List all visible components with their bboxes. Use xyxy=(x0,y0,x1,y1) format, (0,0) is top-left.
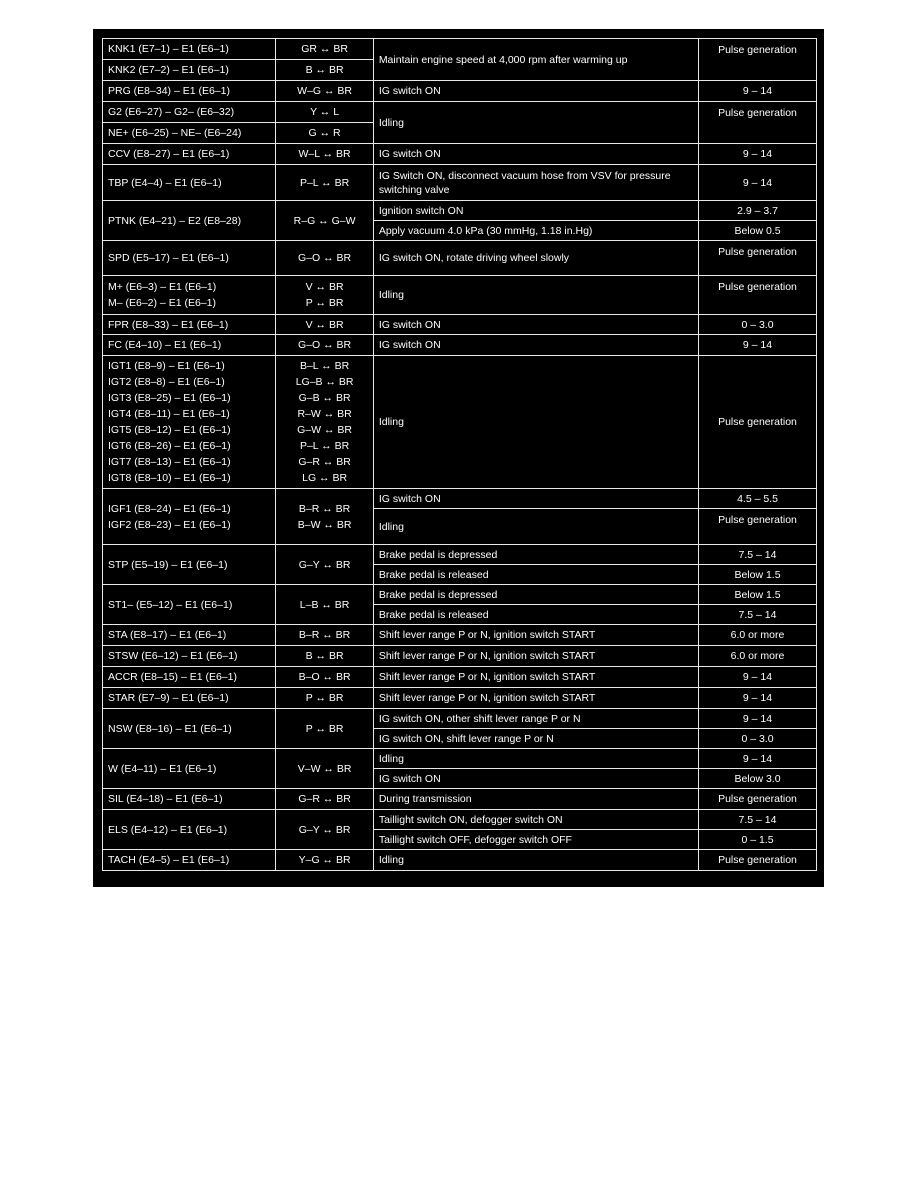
terminal-line: M+ (E6–3) – E1 (E6–1) xyxy=(108,281,217,293)
terminal-cell: FC (E4–10) – E1 (E6–1) xyxy=(103,335,276,356)
terminal-line: IGT6 (E8–26) – E1 (E6–1) xyxy=(108,440,231,452)
terminal-cell: NSW (E8–16) – E1 (E6–1) xyxy=(103,709,276,749)
table-row xyxy=(103,810,817,830)
specified-value-cell: 9 – 14 xyxy=(699,749,817,769)
terminal-cell: TBP (E4–4) – E1 (E6–1) xyxy=(103,165,276,201)
terminal-cell xyxy=(103,356,276,489)
specified-value-cell: 9 – 14 xyxy=(699,335,817,356)
terminal-line: IGT5 (E8–12) – E1 (E6–1) xyxy=(108,424,231,436)
specified-value-cell: 9 – 14 xyxy=(699,667,817,688)
table-row xyxy=(103,165,817,201)
wiring-line: R–W ↔ BR xyxy=(297,408,352,420)
condition-cell: Idling xyxy=(373,749,698,769)
terminal-cell: STSW (E6–12) – E1 (E6–1) xyxy=(103,646,276,667)
table-row xyxy=(103,241,817,276)
condition-cell: IG switch ON xyxy=(373,489,698,509)
wiring-cell: B ↔ BR xyxy=(276,60,373,81)
table-row xyxy=(103,789,817,810)
condition-cell: IG switch ON xyxy=(373,315,698,335)
table-row xyxy=(103,709,817,729)
wiring-cell: G ↔ R xyxy=(276,123,373,144)
wiring-cell: G–Y ↔ BR xyxy=(276,545,373,585)
wiring-cell: Y–G ↔ BR xyxy=(276,850,373,871)
condition-cell: Brake pedal is depressed xyxy=(373,585,698,605)
wiring-line: LG–B ↔ BR xyxy=(295,376,354,388)
terminal-line: IGT3 (E8–25) – E1 (E6–1) xyxy=(108,392,231,404)
terminal-cell: NE+ (E6–25) – NE– (E6–24) xyxy=(103,123,276,144)
wiring-cell: P ↔ BR xyxy=(276,709,373,749)
terminal-line: IGT7 (E8–13) – E1 (E6–1) xyxy=(108,456,231,468)
terminal-line: IGT4 (E8–11) – E1 (E6–1) xyxy=(108,408,230,420)
condition-cell: Brake pedal is depressed xyxy=(373,545,698,565)
condition-cell: IG Switch ON, disconnect vacuum hose from VSV for pressure switching valve xyxy=(373,165,698,201)
terminal-line: IGF2 (E8–23) – E1 (E6–1) xyxy=(108,518,231,531)
terminal-cell: W (E4–11) – E1 (E6–1) xyxy=(103,749,276,789)
wiring-line: B–W ↔ BR xyxy=(297,518,352,531)
terminal-cell: G2 (E6–27) – G2– (E6–32) xyxy=(103,102,276,123)
wiring-cell xyxy=(276,489,373,545)
specified-value-cell: Pulse generation xyxy=(699,509,817,545)
wiring-cell: R–G ↔ G–W xyxy=(276,201,373,241)
wiring-cell xyxy=(276,276,373,315)
condition-cell: IG switch ON, shift lever range P or N xyxy=(373,729,698,749)
condition-cell: Shift lever range P or N, ignition switch START xyxy=(373,688,698,709)
wiring-cell: G–O ↔ BR xyxy=(276,335,373,356)
table-row xyxy=(103,276,817,315)
condition-cell: Ignition switch ON xyxy=(373,201,698,221)
wiring-line: G–R ↔ BR xyxy=(298,456,351,468)
wiring-line: LG ↔ BR xyxy=(302,472,348,484)
terminal-voltage-sheet xyxy=(93,29,824,887)
specified-value-cell: Pulse generation xyxy=(699,276,817,315)
table-row xyxy=(103,545,817,565)
wiring-cell: W–G ↔ BR xyxy=(276,81,373,102)
terminal-cell: KNK2 (E7–2) – E1 (E6–1) xyxy=(103,60,276,81)
condition-cell: Taillight switch ON, defogger switch ON xyxy=(373,810,698,830)
specified-value-cell: 7.5 – 14 xyxy=(699,605,817,625)
wiring-cell: W–L ↔ BR xyxy=(276,144,373,165)
terminal-cell: TACH (E4–5) – E1 (E6–1) xyxy=(103,850,276,871)
terminal-cell: SIL (E4–18) – E1 (E6–1) xyxy=(103,789,276,810)
terminal-cell xyxy=(103,276,276,315)
table-body xyxy=(103,39,817,871)
condition-cell: Idling xyxy=(373,102,698,144)
specified-value-cell: Pulse generation xyxy=(699,850,817,871)
terminal-cell: CCV (E8–27) – E1 (E6–1) xyxy=(103,144,276,165)
wiring-cell: P ↔ BR xyxy=(276,688,373,709)
condition-cell: IG switch ON xyxy=(373,144,698,165)
table-row xyxy=(103,335,817,356)
specified-value-cell: Below 0.5 xyxy=(699,221,817,241)
condition-cell: Apply vacuum 4.0 kPa (30 mmHg, 1.18 in.Hg) xyxy=(373,221,698,241)
wiring-cell: L–B ↔ BR xyxy=(276,585,373,625)
specified-value-cell: 0 – 3.0 xyxy=(699,729,817,749)
specified-value-cell: Pulse generation xyxy=(699,356,817,489)
specified-value-cell: Below 1.5 xyxy=(699,585,817,605)
wiring-line: P ↔ BR xyxy=(305,297,344,309)
terminal-cell: ELS (E4–12) – E1 (E6–1) xyxy=(103,810,276,850)
wiring-cell: V–W ↔ BR xyxy=(276,749,373,789)
wiring-line: G–B ↔ BR xyxy=(298,392,351,404)
terminal-line: IGF1 (E8–24) – E1 (E6–1) xyxy=(108,502,231,515)
terminal-line: M– (E6–2) – E1 (E6–1) xyxy=(108,297,216,309)
wiring-cell: B–O ↔ BR xyxy=(276,667,373,688)
table-row xyxy=(103,39,817,60)
table-row xyxy=(103,201,817,221)
wiring-cell: P–L ↔ BR xyxy=(276,165,373,201)
terminal-cell: STP (E5–19) – E1 (E6–1) xyxy=(103,545,276,585)
specified-value-cell: Below 3.0 xyxy=(699,769,817,789)
wiring-cell: B ↔ BR xyxy=(276,646,373,667)
wiring-cell xyxy=(276,356,373,489)
specified-value-cell: 9 – 14 xyxy=(699,688,817,709)
terminal-cell xyxy=(103,489,276,545)
condition-cell: Maintain engine speed at 4,000 rpm after warming up xyxy=(373,39,698,81)
wiring-cell: GR ↔ BR xyxy=(276,39,373,60)
specified-value-cell: Pulse generation xyxy=(699,39,817,81)
wiring-line: B–R ↔ BR xyxy=(298,502,351,515)
table-row xyxy=(103,144,817,165)
condition-cell: IG switch ON xyxy=(373,81,698,102)
condition-cell: Idling xyxy=(373,850,698,871)
terminal-cell: PRG (E8–34) – E1 (E6–1) xyxy=(103,81,276,102)
specified-value-cell: 9 – 14 xyxy=(699,165,817,201)
wiring-cell: G–R ↔ BR xyxy=(276,789,373,810)
wiring-line: V ↔ BR xyxy=(305,281,344,293)
specified-value-cell: 7.5 – 14 xyxy=(699,810,817,830)
specified-value-cell: 7.5 – 14 xyxy=(699,545,817,565)
specified-value-cell: Below 1.5 xyxy=(699,565,817,585)
specified-value-cell: Pulse generation xyxy=(699,102,817,144)
condition-cell: IG switch ON xyxy=(373,769,698,789)
terminal-line: IGT1 (E8–9) – E1 (E6–1) xyxy=(108,360,225,372)
table-row xyxy=(103,646,817,667)
table-row xyxy=(103,749,817,769)
table-row xyxy=(103,625,817,646)
specified-value-cell: 9 – 14 xyxy=(699,81,817,102)
terminal-cell: KNK1 (E7–1) – E1 (E6–1) xyxy=(103,39,276,60)
table-row xyxy=(103,688,817,709)
wiring-cell: G–O ↔ BR xyxy=(276,241,373,276)
terminal-cell: SPD (E5–17) – E1 (E6–1) xyxy=(103,241,276,276)
condition-cell: IG switch ON, other shift lever range P or N xyxy=(373,709,698,729)
wiring-line: P–L ↔ BR xyxy=(299,440,350,452)
table-row xyxy=(103,356,817,489)
terminal-cell: ST1– (E5–12) – E1 (E6–1) xyxy=(103,585,276,625)
terminal-cell: ACCR (E8–15) – E1 (E6–1) xyxy=(103,667,276,688)
condition-cell: Shift lever range P or N, ignition switch START xyxy=(373,667,698,688)
specified-value-cell: 6.0 or more xyxy=(699,625,817,646)
table-row xyxy=(103,489,817,509)
table-row xyxy=(103,315,817,335)
condition-cell: IG switch ON, rotate driving wheel slowly xyxy=(373,241,698,276)
condition-cell: Idling xyxy=(373,276,698,315)
specified-value-cell: Pulse generation xyxy=(699,241,817,276)
specified-value-cell: 9 – 14 xyxy=(699,144,817,165)
condition-cell: Shift lever range P or N, ignition switch START xyxy=(373,646,698,667)
specified-value-cell: 0 – 3.0 xyxy=(699,315,817,335)
wiring-cell: G–Y ↔ BR xyxy=(276,810,373,850)
table-row xyxy=(103,585,817,605)
table-row xyxy=(103,81,817,102)
terminal-cell: STAR (E7–9) – E1 (E6–1) xyxy=(103,688,276,709)
condition-cell: IG switch ON xyxy=(373,335,698,356)
condition-cell: Idling xyxy=(373,356,698,489)
specified-value-cell: 9 – 14 xyxy=(699,709,817,729)
wiring-line: G–W ↔ BR xyxy=(297,424,352,436)
terminal-cell: PTNK (E4–21) – E2 (E8–28) xyxy=(103,201,276,241)
terminal-line: IGT8 (E8–10) – E1 (E6–1) xyxy=(108,472,231,484)
condition-cell: Idling xyxy=(373,509,698,545)
specified-value-cell: 2.9 – 3.7 xyxy=(699,201,817,221)
wiring-line: B–L ↔ BR xyxy=(299,360,350,372)
wiring-cell: Y ↔ L xyxy=(276,102,373,123)
condition-cell: Brake pedal is released xyxy=(373,605,698,625)
table-row xyxy=(103,850,817,871)
wiring-cell: V ↔ BR xyxy=(276,315,373,335)
terminal-voltage-table xyxy=(102,38,817,871)
condition-cell: Shift lever range P or N, ignition switch START xyxy=(373,625,698,646)
specified-value-cell: Pulse generation xyxy=(699,789,817,810)
wiring-cell: B–R ↔ BR xyxy=(276,625,373,646)
terminal-cell: FPR (E8–33) – E1 (E6–1) xyxy=(103,315,276,335)
terminal-line: IGT2 (E8–8) – E1 (E6–1) xyxy=(108,376,225,388)
table-row xyxy=(103,667,817,688)
condition-cell: During transmission xyxy=(373,789,698,810)
condition-cell: Taillight switch OFF, defogger switch OFF xyxy=(373,830,698,850)
specified-value-cell: 6.0 or more xyxy=(699,646,817,667)
table-row xyxy=(103,102,817,123)
specified-value-cell: 0 – 1.5 xyxy=(699,830,817,850)
specified-value-cell: 4.5 – 5.5 xyxy=(699,489,817,509)
terminal-cell: STA (E8–17) – E1 (E6–1) xyxy=(103,625,276,646)
condition-cell: Brake pedal is released xyxy=(373,565,698,585)
